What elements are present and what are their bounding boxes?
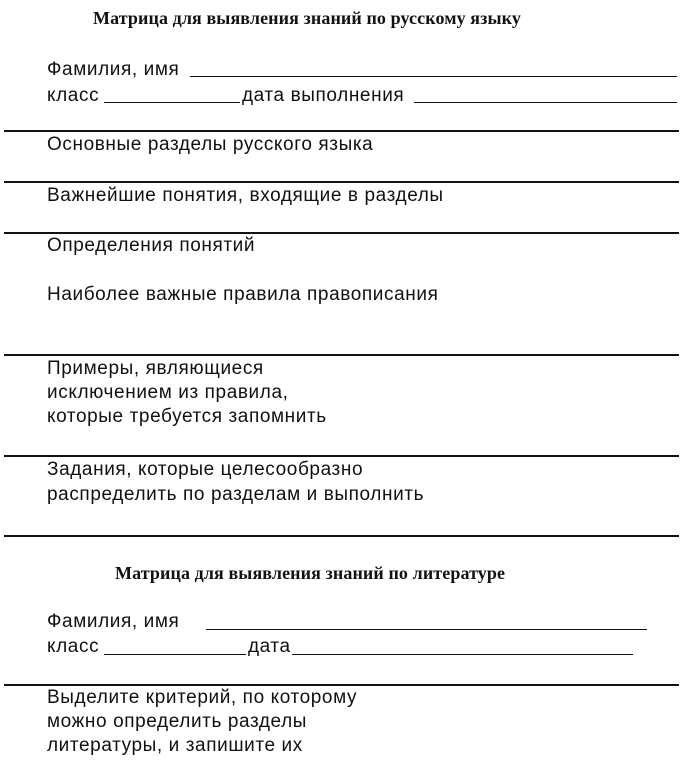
criterion-line-1: Выделите критерий, по которому — [47, 687, 358, 708]
section-main-parts: Основные разделы русского языка — [47, 134, 374, 155]
russian-date-label: дата выполнения — [242, 85, 405, 106]
literature-name-field[interactable] — [206, 629, 647, 630]
tasks-line-2: распределить по разделам и выполнить — [47, 484, 425, 505]
exceptions-line-2: исключением из правила, — [47, 382, 289, 403]
literature-name-label: Фамилия, имя — [47, 611, 180, 632]
criterion-line-3: литературы, и запишите их — [47, 735, 303, 756]
section-definitions: Определения понятий — [47, 235, 256, 256]
section-divider — [4, 535, 679, 537]
russian-name-label: Фамилия, имя — [47, 59, 180, 80]
tasks-line-1: Задания, которые целесообразно — [47, 459, 364, 480]
section-divider — [4, 130, 679, 132]
literature-class-field[interactable] — [104, 654, 246, 655]
russian-date-field[interactable] — [414, 102, 677, 103]
exceptions-line-1: Примеры, являющиеся — [47, 358, 264, 379]
literature-class-label: класс — [47, 636, 100, 657]
russian-class-label: класс — [47, 85, 100, 106]
criterion-line-2: можно определить разделы — [47, 711, 308, 732]
literature-date-field[interactable] — [292, 654, 633, 655]
literature-matrix-title: Матрица для выявления знаний по литературе — [115, 563, 506, 583]
section-spelling-rules: Наиболее важные правила правописания — [47, 284, 439, 305]
russian-class-field[interactable] — [104, 102, 240, 103]
literature-date-label: дата — [248, 636, 291, 657]
russian-name-field[interactable] — [190, 76, 677, 77]
section-divider — [4, 354, 679, 356]
section-divider — [4, 455, 679, 457]
russian-matrix-title: Матрица для выявления знаний по русскому языку — [93, 8, 521, 28]
section-divider — [4, 181, 679, 183]
section-key-concepts: Важнейшие понятия, входящие в разделы — [47, 185, 444, 206]
exceptions-line-3: которые требуется запомнить — [47, 406, 327, 427]
